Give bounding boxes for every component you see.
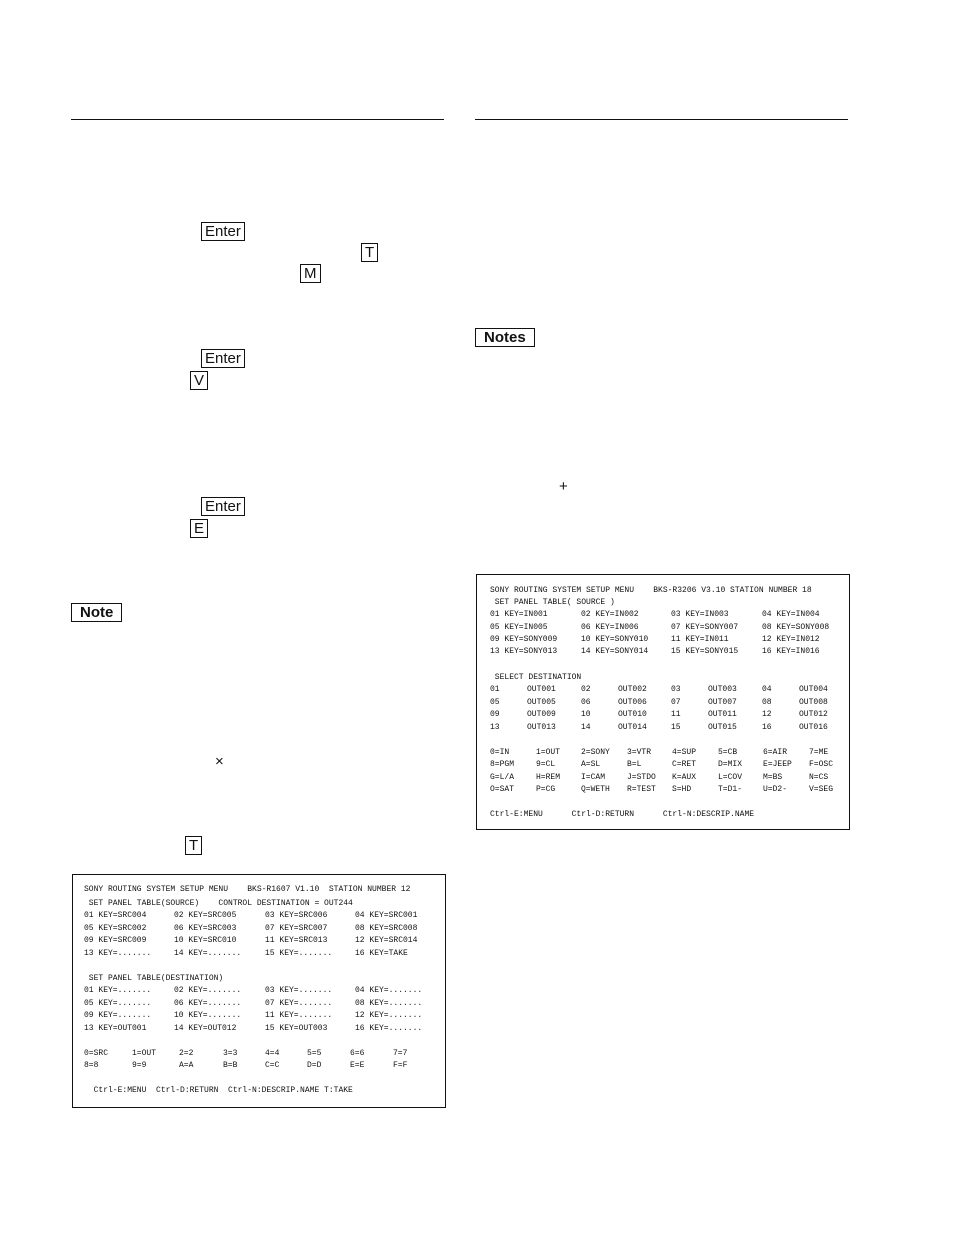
key-cell: 14 KEY=OUT012: [174, 1024, 237, 1033]
key-cell: 14 KEY=.......: [174, 949, 242, 958]
legend-cell: 1=OUT: [536, 748, 561, 757]
key-cell: 11 KEY=.......: [265, 1011, 333, 1020]
dest-cell: 11: [671, 710, 681, 719]
dest-cell: OUT014: [618, 723, 647, 732]
legend-cell: 0=IN: [490, 748, 510, 757]
dest-cell: OUT013: [527, 723, 556, 732]
header-rule-left: [71, 119, 444, 120]
key-cell: 06 KEY=IN006: [581, 623, 639, 632]
dest-cell: 07: [671, 698, 681, 707]
legend-cell: G=L/A: [490, 773, 515, 782]
key-cell: 16 KEY=.......: [355, 1024, 423, 1033]
key-cell: 15 KEY=SONY015: [671, 647, 739, 656]
screen-title: SONY ROUTING SYSTEM SETUP MENU BKS-R1607 V1.10 STATION NUMBER 12: [84, 885, 411, 894]
dest-cell: 03: [671, 685, 681, 694]
legend-cell: H=REM: [536, 773, 561, 782]
legend-cell: F=OSC: [809, 760, 834, 769]
legend-cell: V=SEG: [809, 785, 834, 794]
dest-cell: OUT012: [799, 710, 828, 719]
enter-key-3: Enter: [201, 497, 245, 516]
screen-subtitle: SET PANEL TABLE(SOURCE) CONTROL DESTINATION = OUT244: [84, 899, 353, 908]
dest-cell: 10: [581, 710, 591, 719]
key-cell: 05 KEY=SRC002: [84, 924, 147, 933]
key-cell: 14 KEY=SONY014: [581, 647, 649, 656]
dest-cell: OUT003: [708, 685, 737, 694]
legend-cell: I=CAM: [581, 773, 606, 782]
key-cell: 09 KEY=.......: [84, 1011, 152, 1020]
key-cell: 06 KEY=SRC003: [174, 924, 237, 933]
key-cell: 03 KEY=IN003: [671, 610, 729, 619]
v-key: V: [190, 371, 208, 390]
legend-cell: 2=SONY: [581, 748, 610, 757]
legend-cell: S=HD: [672, 785, 692, 794]
key-cell: 15 KEY=OUT003: [265, 1024, 328, 1033]
key-cell: 02 KEY=.......: [174, 986, 242, 995]
note-label: Note: [71, 603, 122, 622]
key-cell: 03 KEY=.......: [265, 986, 333, 995]
legend-cell: N=CS: [809, 773, 829, 782]
key-cell: 08 KEY=SRC008: [355, 924, 418, 933]
dest-cell: 06: [581, 698, 591, 707]
legend-cell: 9=CL: [536, 760, 556, 769]
key-cell: 09 KEY=SRC009: [84, 936, 147, 945]
legend-cell: C=C: [265, 1061, 280, 1070]
dest-cell: 16: [762, 723, 772, 732]
dest-cell: OUT006: [618, 698, 647, 707]
legend-cell: J=STDO: [627, 773, 656, 782]
key-cell: 07 KEY=SRC007: [265, 924, 328, 933]
key-cell: 04 KEY=SRC001: [355, 911, 418, 920]
dest-cell: 02: [581, 685, 591, 694]
key-cell: 10 KEY=SONY010: [581, 635, 649, 644]
key-cell: 04 KEY=.......: [355, 986, 423, 995]
key-cell: 06 KEY=.......: [174, 999, 242, 1008]
legend-cell: 7=ME: [809, 748, 829, 757]
legend-cell: 4=4: [265, 1049, 280, 1058]
dest-cell: 04: [762, 685, 772, 694]
key-cell: 13 KEY=.......: [84, 949, 152, 958]
legend-cell: D=D: [307, 1061, 322, 1070]
setup-menu-screen-left: [72, 874, 446, 1108]
dest-cell: OUT009: [527, 710, 556, 719]
e-key: E: [190, 519, 208, 538]
legend-cell: D=MIX: [718, 760, 743, 769]
key-cell: 08 KEY=SONY008: [762, 623, 830, 632]
key-cell: 10 KEY=.......: [174, 1011, 242, 1020]
key-cell: 10 KEY=SRC010: [174, 936, 237, 945]
dest-cell: OUT010: [618, 710, 647, 719]
legend-cell: 3=3: [223, 1049, 238, 1058]
dest-cell: 12: [762, 710, 772, 719]
dest-cell: OUT008: [799, 698, 828, 707]
key-cell: 08 KEY=.......: [355, 999, 423, 1008]
legend-cell: B=B: [223, 1061, 238, 1070]
screen-footer: Ctrl-E:MENU Ctrl-D:RETURN Ctrl-N:DESCRIP.NAME: [490, 810, 755, 819]
dest-cell: 09: [490, 710, 500, 719]
legend-cell: 5=5: [307, 1049, 322, 1058]
legend-cell: M=BS: [763, 773, 783, 782]
legend-cell: 8=8: [84, 1061, 99, 1070]
dest-cell: OUT007: [708, 698, 737, 707]
screen-title: SONY ROUTING SYSTEM SETUP MENU BKS-R3206 V3.10 STATION NUMBER 18: [490, 586, 812, 595]
key-cell: 12 KEY=.......: [355, 1011, 423, 1020]
legend-cell: 1=OUT: [132, 1049, 157, 1058]
legend-cell: F=F: [393, 1061, 408, 1070]
legend-cell: 5=CB: [718, 748, 738, 757]
dest-cell: OUT002: [618, 685, 647, 694]
legend-cell: 0=SRC: [84, 1049, 109, 1058]
legend-cell: 6=AIR: [763, 748, 788, 757]
dest-cell: OUT011: [708, 710, 737, 719]
legend-cell: U=D2-: [763, 785, 788, 794]
legend-cell: L=COV: [718, 773, 743, 782]
header-rule-right: [475, 119, 848, 120]
screen-footer: Ctrl-E:MENU Ctrl-D:RETURN Ctrl-N:DESCRIP.NAME T:TAKE: [84, 1086, 353, 1095]
key-cell: 11 KEY=SRC013: [265, 936, 328, 945]
key-cell: 03 KEY=SRC006: [265, 911, 328, 920]
key-cell: 05 KEY=IN005: [490, 623, 548, 632]
t-key-1: T: [361, 243, 378, 262]
legend-cell: 3=VTR: [627, 748, 652, 757]
legend-cell: B=L: [627, 760, 642, 769]
dest-cell: OUT005: [527, 698, 556, 707]
legend-cell: T=D1-: [718, 785, 743, 794]
key-cell: 16 KEY=TAKE: [355, 949, 408, 958]
m-key: M: [300, 264, 321, 283]
legend-cell: 7=7: [393, 1049, 408, 1058]
dest-cell: OUT015: [708, 723, 737, 732]
key-cell: 02 KEY=IN002: [581, 610, 639, 619]
key-cell: 01 KEY=SRC004: [84, 911, 147, 920]
legend-cell: Q=WETH: [581, 785, 610, 794]
screen-subtitle: SET PANEL TABLE( SOURCE ): [490, 598, 615, 607]
legend-cell: A=SL: [581, 760, 601, 769]
dest-cell: 05: [490, 698, 500, 707]
dest-cell: 15: [671, 723, 681, 732]
key-cell: 07 KEY=SONY007: [671, 623, 739, 632]
legend-cell: P=CG: [536, 785, 556, 794]
legend-cell: O=SAT: [490, 785, 515, 794]
legend-cell: 4=SUP: [672, 748, 697, 757]
dest-cell: OUT001: [527, 685, 556, 694]
times-symbol: ×: [215, 753, 224, 770]
plus-symbol: +: [559, 478, 568, 495]
dest-cell: OUT016: [799, 723, 828, 732]
legend-cell: 8=PGM: [490, 760, 515, 769]
t-key-2: T: [185, 836, 202, 855]
setup-menu-screen-right: [476, 574, 850, 830]
key-cell: 04 KEY=IN004: [762, 610, 820, 619]
notes-label: Notes: [475, 328, 535, 347]
key-cell: 12 KEY=IN012: [762, 635, 820, 644]
dest-cell: 14: [581, 723, 591, 732]
key-cell: 13 KEY=SONY013: [490, 647, 558, 656]
key-cell: 05 KEY=.......: [84, 999, 152, 1008]
dest-cell: 01: [490, 685, 500, 694]
dest-cell: 08: [762, 698, 772, 707]
key-cell: 11 KEY=IN011: [671, 635, 729, 644]
screen-subtitle-2: SET PANEL TABLE(DESTINATION): [84, 974, 224, 983]
enter-key-1: Enter: [201, 222, 245, 241]
legend-cell: 9=9: [132, 1061, 147, 1070]
key-cell: 15 KEY=.......: [265, 949, 333, 958]
key-cell: 01 KEY=.......: [84, 986, 152, 995]
legend-cell: R=TEST: [627, 785, 656, 794]
legend-cell: 6=6: [350, 1049, 365, 1058]
key-cell: 01 KEY=IN001: [490, 610, 548, 619]
legend-cell: E=E: [350, 1061, 365, 1070]
legend-cell: A=A: [179, 1061, 194, 1070]
legend-cell: K=AUX: [672, 773, 697, 782]
key-cell: 07 KEY=.......: [265, 999, 333, 1008]
key-cell: 12 KEY=SRC014: [355, 936, 418, 945]
enter-key-2: Enter: [201, 349, 245, 368]
dest-cell: 13: [490, 723, 500, 732]
legend-cell: C=RET: [672, 760, 697, 769]
legend-cell: E=JEEP: [763, 760, 792, 769]
legend-cell: 2=2: [179, 1049, 194, 1058]
dest-cell: OUT004: [799, 685, 828, 694]
key-cell: 13 KEY=OUT001: [84, 1024, 147, 1033]
key-cell: 02 KEY=SRC005: [174, 911, 237, 920]
screen-subtitle-2: SELECT DESTINATION: [490, 673, 582, 682]
key-cell: 16 KEY=IN016: [762, 647, 820, 656]
key-cell: 09 KEY=SONY009: [490, 635, 558, 644]
